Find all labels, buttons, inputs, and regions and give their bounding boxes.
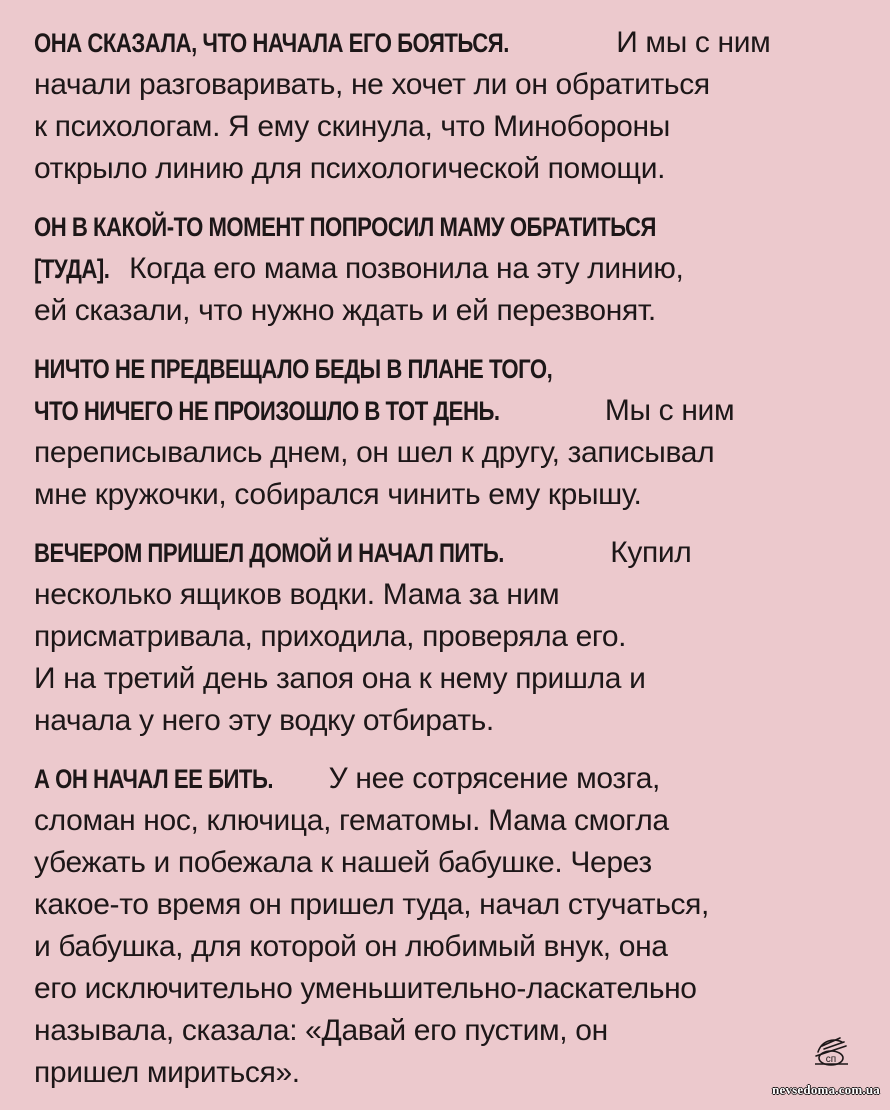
paragraph-lead: А ОН НАЧАЛ ЕЕ БИТЬ.: [34, 764, 274, 794]
paragraph-2: [34, 206, 864, 332]
logo-text: сп: [825, 1054, 837, 1065]
hand-logo-icon: [812, 1034, 852, 1068]
text-line: Когда его мама позвонила на эту линию,: [121, 252, 684, 285]
text-line: сломан нос, ключица, гематомы. Мама смогла: [34, 804, 669, 837]
paragraph-lead: НИЧТО НЕ ПРЕДВЕЩАЛО БЕДЫ В ПЛАНЕ ТОГО,: [34, 354, 553, 384]
text-line: Купил: [602, 536, 692, 569]
text-line: называла, сказала: «Давай его пустим, он: [34, 1014, 608, 1047]
paragraph-lead: ОН В КАКОЙ-ТО МОМЕНТ ПОПРОСИЛ МАМУ ОБРАТИТЬСЯ: [34, 212, 656, 242]
text-line: переписывались днем, он шел к другу, записывал: [34, 436, 715, 469]
paragraph-1: [34, 22, 864, 190]
paragraph-lead: ВЕЧЕРОМ ПРИШЕЛ ДОМОЙ И НАЧАЛ ПИТЬ.: [34, 538, 504, 568]
text-line: пришел мириться».: [34, 1056, 300, 1089]
paragraph-lead: [ТУДА].: [34, 254, 110, 284]
text-line: И на третий день запоя она к нему пришла и: [34, 662, 646, 695]
paragraph-5: [34, 758, 864, 1094]
paragraph-4: [34, 532, 864, 742]
text-line: ей сказали, что нужно ждать и ей перезвонят.: [34, 294, 656, 327]
text-line: начали разговаривать, не хочет ли он обратиться: [34, 68, 710, 101]
paragraph-lead: ОНА СКАЗАЛА, ЧТО НАЧАЛА ЕГО БОЯТЬСЯ.: [34, 28, 509, 58]
text-line: его исключительно уменьшительно-ласкательно: [34, 972, 697, 1005]
text-line: убежать и побежала к нашей бабушке. Через: [34, 846, 652, 879]
text-line: Мы с ним: [596, 394, 735, 427]
paragraph-lead: ЧТО НИЧЕГО НЕ ПРОИЗОШЛО В ТОТ ДЕНЬ.: [34, 396, 500, 426]
paragraph-3: [34, 348, 864, 516]
text-line: начала у него эту водку отбирать.: [34, 704, 494, 737]
text-line: какое-то время он пришел туда, начал стучаться,: [34, 888, 710, 921]
text-line: И мы с ним: [608, 26, 771, 59]
text-line: присматривала, приходила, проверяла его.: [34, 620, 627, 653]
article-body: [34, 22, 864, 1110]
site-watermark: nevsedoma.com.ua: [772, 1082, 880, 1097]
text-line: и бабушка, для которой он любимый внук, она: [34, 930, 668, 963]
text-line: несколько ящиков водки. Мама за ним: [34, 578, 560, 611]
text-line: мне кружочки, собирался чинить ему крышу.: [34, 478, 642, 511]
text-line: открыло линию для психологической помощи.: [34, 152, 666, 185]
text-line: к психологам. Я ему скинула, что Минобороны: [34, 110, 670, 143]
text-line: У нее сотрясение мозга,: [320, 762, 661, 795]
